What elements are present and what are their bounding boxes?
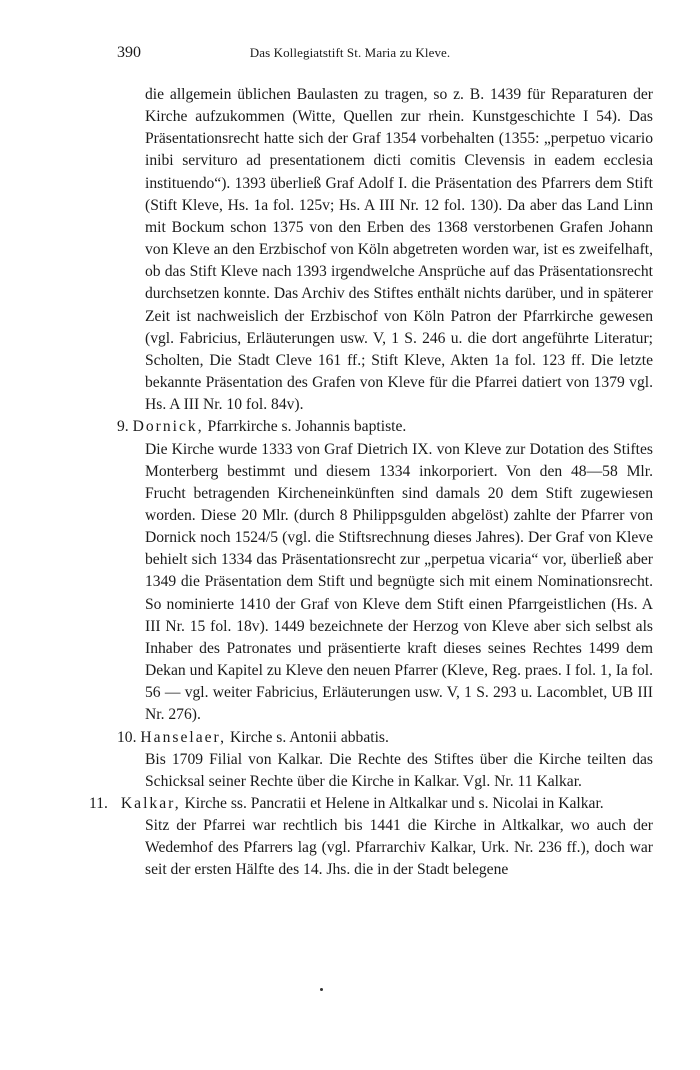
item-text-11: Sitz der Pfarrei war rechtlich bis 1441 die Kirche in Altkalkar, wo auch der Wedemhof des Pfarrers lag (vgl. Pfarrarchiv Kalkar, Urk. Nr. 236 ff.), doch war seit der ersten Hälfte des 14. Jhs. die in der Stadt belegene — [145, 817, 653, 879]
page-body — [89, 84, 653, 882]
item-heading-10 — [117, 727, 653, 749]
item-number: 9. — [117, 418, 129, 436]
printer-mark — [320, 988, 323, 991]
item-text-9: Die Kirche wurde 1333 von Graf Dietrich IX. von Kleve zur Dotation des Stiftes Monterberg bestimmt und diesem 1334 inkorporiert. Von den 48—58 Mlr. Frucht betragenden Kircheneinkünften sind damals 20 dem Stift zugewiesen worden. Diese 20 Mlr. (durch 8 Philippsgulden abgelöst) zahlte der Pfarrer von Dornick noch 1524/5 (vgl. die Stiftsrechnung dieses Jahres). Der Graf von Kleve behielt sich 1334 das Präsentationsrecht zur „perpetua vicaria“ vor, überließ aber 1349 die Präsentation dem Stift und begnügte sich mit einem Nominationsrecht. So nominierte 1410 der Graf von Kleve dem Stift einen Pfarrgeistlichen (Hs. A III Nr. 15 fol. 18v). 1449 bezeichnete der Herzog von Kleve aber sich selbst als Inhaber des Patronates und präsentierte kraft dieses seines Rechtes 1499 dem Dekan und Kapitel zu Kleve den neuen Pfarrer (Kleve, Reg. praes. I fol. 1, Ia fol. 56 — vgl. weiter Fabricius, Erläuterungen usw. V, 1 S. 293 u. Lacomblet, UB III Nr. 276). — [145, 440, 653, 724]
item-heading-11: 11. Kalkar, Kirche ss. Pancratii et Helene in Altkalkar und s. Nicolai in Kalkar. — [89, 795, 604, 812]
item-dedication: Kirche s. Antonii abbatis. — [229, 728, 389, 746]
item-number: 10. — [117, 728, 137, 746]
item-place: Dornick, — [132, 418, 204, 436]
item-dedication: Pfarrkirche s. Johannis baptiste. — [207, 418, 407, 436]
item-place: Hanselaer, — [140, 728, 227, 746]
paragraph-intro: die allgemein üblichen Baulasten zu tragen, so z. B. 1439 für Reparaturen der Kirche aufzukommen (Witte, Quellen zur rhein. Kunstgeschichte I 54). Das Präsentationsrecht hatte sich der Graf 1354 vorbehalten (1355: „perpetuo vicario inibi servituro ad presentationem dicti comitis Clevensis in eadem ecclesia instituendo“). 1393 überließ Graf Adolf I. die Präsentation des Pfarrers dem Stift (Stift Kleve, Hs. 1a fol. 125v; Hs. A III Nr. 12 fol. 130). Da aber das Land Linn mit Bockum schon 1375 von den Erben des 1368 verstorbenen Grafen Johann von Kleve an den Erzbischof von Köln abgetreten worden war, ist es zweifelhaft, ob das Stift Kleve nach 1393 irgendwelche Ansprüche auf das Präsentationsrecht durchsetzen konnte. Das Archiv des Stiftes enthält nichts darüber, und in späterer Zeit ist nachweislich der Erzbischof von Köln Patron der Pfarrkirche gewesen (vgl. Fabricius, Erläuterungen usw. V, 1 S. 246 u. die dort angeführte Literatur; Scholten, Die Stadt Cleve 161 ff.; Stift Kleve, Akten 1a fol. 123 ff. Die letzte bekannte Präsentation des Grafen von Kleve für die Pfarrei datiert von 1379 vgl. Hs. A III Nr. 10 fol. 84v). — [145, 86, 653, 414]
item-dedication: Kirche ss. Pancratii et Helene in Altkalkar und s. Nicolai in Kalkar. — [184, 795, 604, 812]
item-place: Kalkar, — [120, 795, 181, 812]
running-head: Das Kollegiatstift St. Maria zu Kleve. — [249, 45, 451, 60]
item-heading-9 — [117, 416, 653, 438]
page-number: 390 — [117, 44, 141, 61]
item-text-10: Bis 1709 Filial von Kalkar. Die Rechte des Stiftes über die Kirche teilten das Schicksal seiner Rechte über die Kirche in Kalkar. Vgl. Nr. 11 Kalkar. — [145, 750, 653, 790]
